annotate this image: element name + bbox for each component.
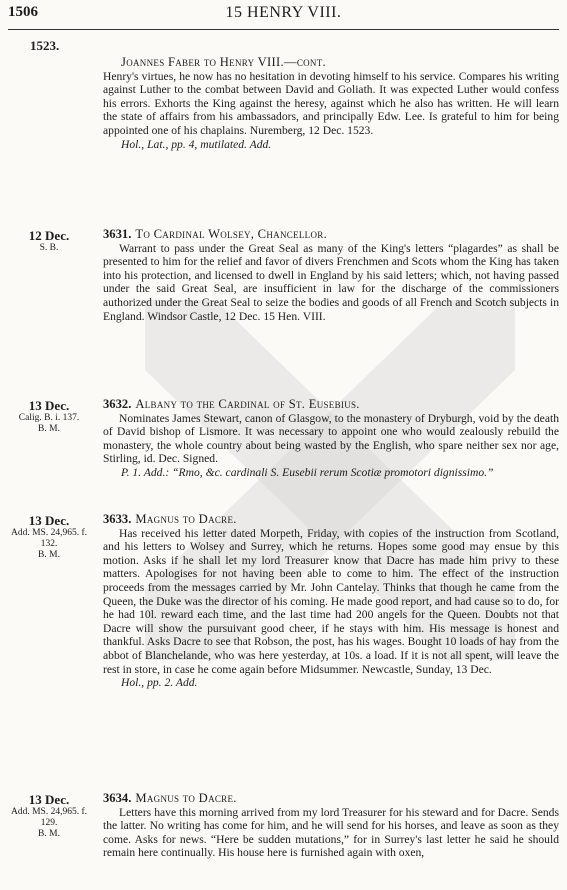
entry-heading: Joannes Faber to Henry VIII.—cont. <box>121 55 326 69</box>
entry-ref: Add. MS. 24,965. f. 132. <box>10 528 87 549</box>
entry-text: Warrant to pass under the Great Seal as many of the King's letters “plagardes” as shall be presented to him for the relief and favor of divers Frenchmen and Scots whom the King has taken into his protection, and licensed to dwell in England by his said letters; which, not having passed under the said Great Seal, are insufficient in law for the discharge of the commissioners authorized under the Great Seal to seize the bodies and goods of all French and Scotch subjects in England. Windsor Castle, 12 Dec. 15 Hen. VIII. <box>103 241 559 323</box>
entry-date: 12 Dec. <box>28 228 70 243</box>
entry-footer: Hol., pp. 2. Add. <box>121 676 198 690</box>
page-number: 1506 <box>8 4 38 20</box>
entry-ref: Calig. B. i. 137. <box>18 413 80 423</box>
entry-heading: 3633. Magnus to Dacre. <box>103 512 237 526</box>
entry-footer: Hol., Lat., pp. 4, mutilated. Add. <box>121 137 272 151</box>
header-rule <box>8 29 559 30</box>
entry-date: 13 Dec. <box>28 792 70 807</box>
entry-date: 13 Dec. <box>28 398 70 413</box>
running-head: 15 HENRY VIII. <box>225 4 342 21</box>
entry-ref: S. B. <box>39 243 59 253</box>
entry-ref-library: B. M. <box>38 550 60 560</box>
entry-heading: 3632. Albany to the Cardinal of St. Eusebius. <box>103 397 360 411</box>
entry-date: 13 Dec. <box>28 513 70 528</box>
entry-ref-library: B. M. <box>38 424 60 434</box>
entry-heading: 3634. Magnus to Dacre. <box>103 791 237 805</box>
entry-text: Henry's virtues, he now has no hesitation in devoting himself to his service. Compares his writing against Luther to the combat between David and Goliath. It was expected Luther would confess his errors. Exhorts the King against the heresy, against which he also has written. He will learn the state of affairs from his ambassadors, and principally Edw. Lee. Is grateful to him for being appointed one of his chaplains. Nuremberg, 12 Dec. 1523. <box>103 69 559 137</box>
entry-footer: P. 1. Add.: “Rmo, &c. cardinali S. Eusebii rerum Scotiæ promotori dignissimo.” <box>121 465 494 479</box>
page-header <box>8 4 559 24</box>
entry-ref: Add. MS. 24,965. f. 129. <box>10 807 87 828</box>
entry-text: Has received his letter dated Morpeth, Friday, with copies of the instruction from Scotland, and his letters to Wolsey and Surrey, which he returns. Hopes some good may ensue by this motion. Asks if he shall let my lord Treasurer know that Dacre has made him privy to these matters. Apologises for not having been able to come to him. The effect of the instruction proceeds from the messages carried by Mr. John Cantelay. Thinks that though he came from the Queen, the Duke was the director of his coming. He made good report, and had cause so to do, for he had 10l. reward each time, and the last time had 200 angels for the Queen. Doubts not that Dacre will show the pursuivant good cheer, if he stays with him. His message is honest and thankful. Asks Dacre to see that Robson, the post, has his wages. Bought 10 loads of hay from the abbot of Blanchelande, who was here yesterday, at 10s. a load. If it is not all spent, will leave the rest in store, in case he come again before Midsummer. Newcastle, Sunday, 13 Dec. <box>103 526 559 676</box>
entry-text: Nominates James Stewart, canon of Glasgow, to the monastery of Dryburgh, void by the death of David bishop of Lismore. It was necessary to appoint one who would zealously rebuild the monastery, the whole country about being wasted by the English, who spare neither sex nor age, Stirling, id. Dec. Signed. <box>103 411 559 466</box>
entry-text: Letters have this morning arrived from my lord Treasurer for his steward and for Dacre. Sends the latter. No writing has come for him, and he will send for his horses, and leave as soon as they come. Asks for news. “Here be sudden mutations,” for in Surrey's last letter he said he should remain here continually. His house here is furnished again with oxen, <box>103 805 559 860</box>
entry-year: 1523. <box>30 38 60 53</box>
entry-ref-library: B. M. <box>38 829 60 839</box>
entry-heading: 3631. To Cardinal Wolsey, Chancellor. <box>103 227 328 241</box>
